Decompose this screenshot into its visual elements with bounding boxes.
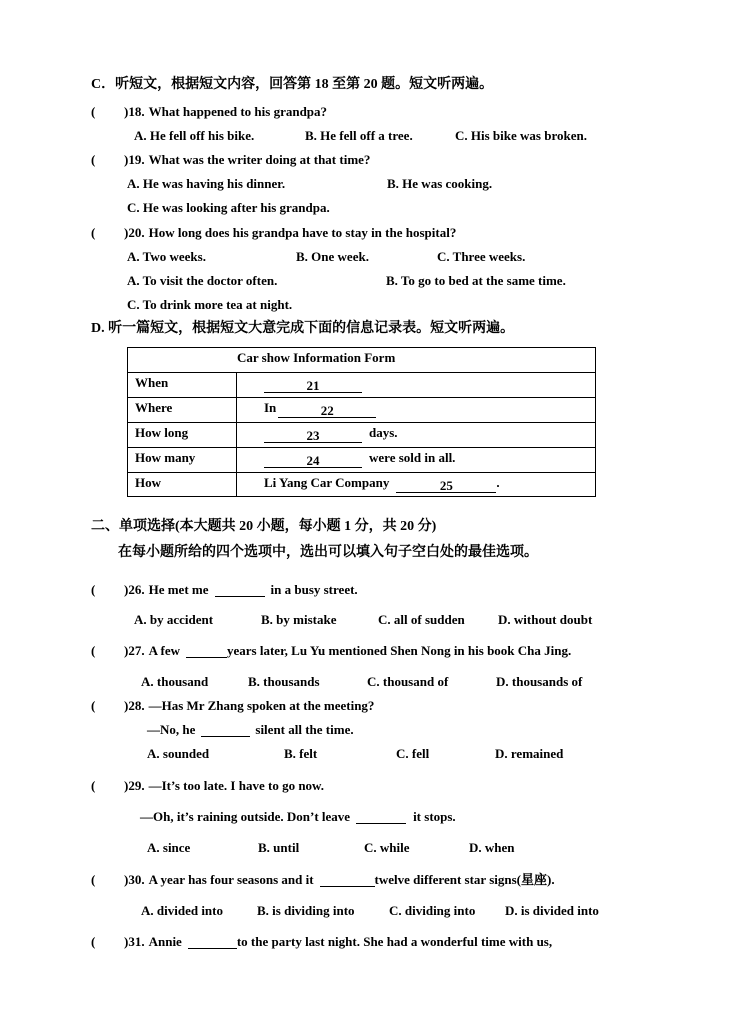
option-a: A. Two weeks. xyxy=(127,249,206,264)
option-b: B. by mistake xyxy=(261,612,337,627)
option-a: A. thousand xyxy=(141,674,209,689)
question-text-before: —Oh, it’s raining outside. Don’t leave xyxy=(140,809,351,824)
option-a: A. by accident xyxy=(134,612,214,627)
question-29-options xyxy=(0,839,737,856)
option-b: B. He fell off a tree. xyxy=(305,128,413,143)
form-value xyxy=(264,399,376,418)
form-prefix: In xyxy=(264,400,277,415)
answer-paren: ( xyxy=(91,643,96,658)
option-c: C. He was looking after his grandpa. xyxy=(127,200,330,215)
question-stem xyxy=(124,777,324,794)
question-number: )19. xyxy=(124,152,145,167)
question-stem xyxy=(124,103,327,120)
option-c: C. all of sudden xyxy=(378,612,465,627)
question-text: How long does his grandpa have to stay in the hospital? xyxy=(148,225,457,240)
section-2-heading-line xyxy=(0,518,737,536)
option-b: B. felt xyxy=(284,746,318,761)
option-b: B. is dividing into xyxy=(257,903,355,918)
question-31 xyxy=(0,933,737,950)
option-b: B. thousands xyxy=(248,674,320,689)
section-c-heading-line xyxy=(0,76,737,94)
form-row-where xyxy=(128,397,595,422)
question-text-after: in a busy street. xyxy=(270,582,358,597)
question-number: )28. xyxy=(124,698,145,713)
option-c: C. To drink more tea at night. xyxy=(127,297,293,312)
form-label: How many xyxy=(135,450,196,465)
option-c: C. fell xyxy=(396,746,430,761)
option-d: D. is divided into xyxy=(505,903,599,918)
question-stem xyxy=(124,151,370,168)
question-reply xyxy=(140,808,456,825)
question-text-before: Annie xyxy=(148,934,182,949)
question-19-options-row1 xyxy=(0,175,737,192)
form-blank-22: 22 xyxy=(278,404,376,418)
question-28-options xyxy=(0,745,737,762)
answer-paren: ( xyxy=(91,698,96,713)
option-b: B. He was cooking. xyxy=(387,176,493,191)
form-row-how-long xyxy=(128,422,595,447)
form-suffix: days. xyxy=(369,425,398,440)
question-stem xyxy=(124,697,374,714)
option-c: C. thousand of xyxy=(367,674,449,689)
question-number: )26. xyxy=(124,582,145,597)
question-text-before: A year has four seasons and it xyxy=(148,872,314,887)
answer-blank xyxy=(356,810,406,824)
option-a: A. He was having his dinner. xyxy=(127,176,286,191)
section-2-instruction-line xyxy=(0,544,737,562)
question-text-after: to the party last night. She had a wonderful time with us, xyxy=(236,934,553,949)
option-a: A. divided into xyxy=(141,903,223,918)
form-row-how-many xyxy=(128,447,595,472)
form-prefix: Li Yang Car Company xyxy=(264,475,390,490)
option-d: D. without doubt xyxy=(498,612,593,627)
form-label: How long xyxy=(135,425,189,440)
section-d-heading-line xyxy=(0,320,737,338)
question-text-after: silent all the time. xyxy=(255,722,354,737)
question-stem xyxy=(124,642,571,659)
form-value xyxy=(264,474,500,493)
option-a: A. To visit the doctor often. xyxy=(127,273,278,288)
question-text: —It’s too late. I have to go now. xyxy=(148,778,324,793)
form-blank-23: 23 xyxy=(264,429,362,443)
option-b: B. One week. xyxy=(296,249,369,264)
answer-paren: ( xyxy=(91,225,96,240)
question-text-before: —No, he xyxy=(147,722,196,737)
question-18 xyxy=(0,103,737,120)
question-number: )30. xyxy=(124,872,145,887)
question-text-before: He met me xyxy=(148,582,209,597)
question-stem xyxy=(124,933,552,950)
option-a: A. sounded xyxy=(147,746,210,761)
form-row-when xyxy=(128,372,595,397)
answer-paren: ( xyxy=(91,778,96,793)
form-suffix: were sold in all. xyxy=(369,450,456,465)
answer-blank xyxy=(215,583,265,597)
option-c: C. dividing into xyxy=(389,903,476,918)
question-19 xyxy=(0,151,737,168)
option-c: C. His bike was broken. xyxy=(455,128,587,143)
question-20-options xyxy=(0,248,737,265)
form-blank-21: 21 xyxy=(264,379,362,393)
question-text: What was the writer doing at that time? xyxy=(148,152,371,167)
car-show-information-form xyxy=(127,347,596,497)
question-text-after: it stops. xyxy=(413,809,456,824)
question-text-after: twelve different star signs(星座). xyxy=(374,872,555,887)
question-26 xyxy=(0,581,737,598)
form-title: Car show Information Form xyxy=(237,350,396,365)
section-2-heading: 二、单项选择(本大题共 20 小题，每小题 1 分，共 20 分) xyxy=(91,519,437,534)
form-value xyxy=(264,449,455,468)
question-28-line2 xyxy=(0,721,737,738)
question-number: )27. xyxy=(124,643,145,658)
answer-paren: ( xyxy=(91,582,96,597)
question-stem xyxy=(124,581,358,598)
question-stem xyxy=(124,224,456,241)
question-28 xyxy=(0,697,737,714)
form-label: Where xyxy=(135,400,173,415)
section-c-heading: C．听短文，根据短文内容，回答第 18 至第 20 题。短文听两遍。 xyxy=(91,77,494,92)
question-reply xyxy=(147,721,354,738)
question-text: What happened to his grandpa? xyxy=(148,104,328,119)
question-27 xyxy=(0,642,737,659)
option-d: D. when xyxy=(469,840,515,855)
section-d-heading: D. 听一篇短文，根据短文大意完成下面的信息记录表。短文听两遍。 xyxy=(91,321,515,336)
option-b: B. To go to bed at the same time. xyxy=(386,273,566,288)
question-text-before: A few xyxy=(148,643,181,658)
answer-paren: ( xyxy=(91,934,96,949)
form-row-how xyxy=(128,472,595,497)
question-19-options-row2 xyxy=(0,199,737,216)
form-label: When xyxy=(135,375,169,390)
form-value xyxy=(264,424,398,443)
answer-paren: ( xyxy=(91,872,96,887)
question-number: )31. xyxy=(124,934,145,949)
extra-options-row1 xyxy=(0,272,737,289)
option-c: C. while xyxy=(364,840,410,855)
question-29-line2 xyxy=(0,808,737,825)
option-b: B. until xyxy=(258,840,300,855)
question-text-after: years later, Lu Yu mentioned Shen Nong in his book Cha Jing. xyxy=(227,643,572,658)
option-d: D. thousands of xyxy=(496,674,583,689)
answer-blank xyxy=(188,935,237,949)
question-number: )18. xyxy=(124,104,145,119)
question-26-options xyxy=(0,611,737,628)
form-value xyxy=(264,374,362,393)
question-18-options xyxy=(0,127,737,144)
option-a: A. He fell off his bike. xyxy=(134,128,255,143)
option-d: D. remained xyxy=(495,746,564,761)
question-30 xyxy=(0,871,737,888)
question-29 xyxy=(0,777,737,794)
question-stem xyxy=(124,871,555,888)
question-text: —Has Mr Zhang spoken at the meeting? xyxy=(148,698,375,713)
question-20 xyxy=(0,224,737,241)
question-number: )29. xyxy=(124,778,145,793)
section-2-instruction: 在每小题所给的四个选项中，选出可以填入句子空白处的最佳选项。 xyxy=(118,545,538,560)
answer-paren: ( xyxy=(91,152,96,167)
extra-options-row2 xyxy=(0,296,737,313)
question-30-options xyxy=(0,902,737,919)
form-label: How xyxy=(135,475,161,490)
form-blank-25: 25 xyxy=(396,479,496,493)
answer-blank xyxy=(320,873,375,887)
form-suffix: . xyxy=(496,475,500,490)
form-blank-24: 24 xyxy=(264,454,362,468)
option-c: C. Three weeks. xyxy=(437,249,526,264)
answer-blank xyxy=(201,723,250,737)
question-27-options xyxy=(0,673,737,690)
option-a: A. since xyxy=(147,840,191,855)
answer-blank xyxy=(186,644,227,658)
answer-paren: ( xyxy=(91,104,96,119)
question-number: )20. xyxy=(124,225,145,240)
